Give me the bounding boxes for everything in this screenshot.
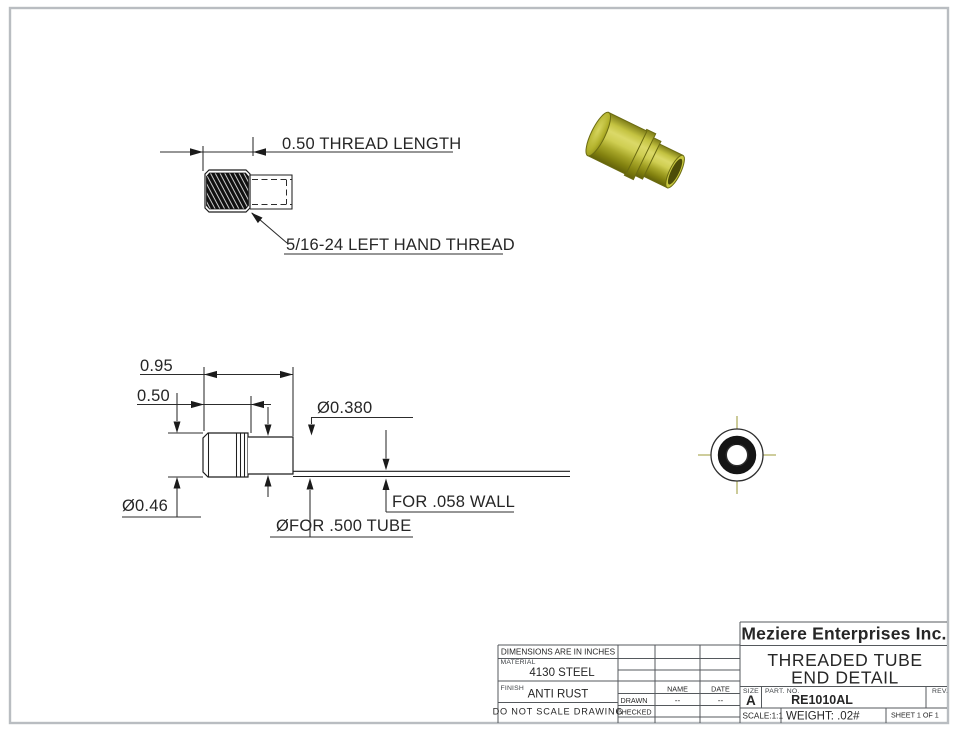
dim-half-text: 0.50 [137,387,170,405]
sheet-value: SHEET 1 OF 1 [891,710,939,720]
material-label: MATERIAL [500,659,536,666]
thread-length-view [160,135,515,254]
drawn-label: DRAWN [620,696,648,705]
part-no-value: RE1010AL [791,693,853,707]
end-view [698,416,776,494]
finish-label: FINISH [500,685,524,692]
drawn-name-value: -- [674,696,681,705]
info-block [493,645,740,723]
thread-spec-text: 5/16-24 LEFT HAND THREAD [286,236,515,254]
checked-label: CHECKED [616,707,652,717]
dims-in-inches-note: DIMENSIONS ARE IN INCHES [500,647,616,657]
weight-value: WEIGHT: .02# [786,710,860,723]
profile-body [203,433,248,477]
size-label: SIZE [743,688,759,695]
scale-value: SCALE:1:1 [742,711,784,721]
drawn-date-value: -- [717,696,724,705]
dim-stub-dia-text: Ø0.380 [317,399,373,417]
dim-overall-text: 0.95 [140,357,173,375]
rev-label: REV. [932,688,949,695]
drawing-title-line1: THREADED TUBE [767,650,923,670]
thread-hatch [207,173,249,209]
dim-thread-length-text: 0.50 THREAD LENGTH [282,135,462,153]
finish-value: ANTI RUST [527,688,589,701]
end-view-thread-notch [734,443,741,444]
name-header: NAME [667,684,688,694]
company-name: Meziere Enterprises Inc. [741,623,947,644]
dim-wall-note-text: FOR .058 WALL [392,493,516,511]
drawing-title-line2: END DETAIL [791,667,899,688]
profile-stub [248,437,293,474]
title-block [740,622,948,723]
profile-view [122,357,570,537]
dim-tube-note-text: ØFOR .500 TUBE [276,517,412,535]
material-value: 4130 STEEL [529,667,595,679]
end-view-bore [726,444,747,465]
size-value: A [746,693,756,708]
part-no-label: PART. NO. [765,688,800,695]
dim-body-dia-text: Ø0.46 [122,497,168,515]
isometric-view [581,108,691,197]
no-scale-note: DO NOT SCALE DRAWING [492,706,624,717]
date-header: DATE [711,684,730,694]
